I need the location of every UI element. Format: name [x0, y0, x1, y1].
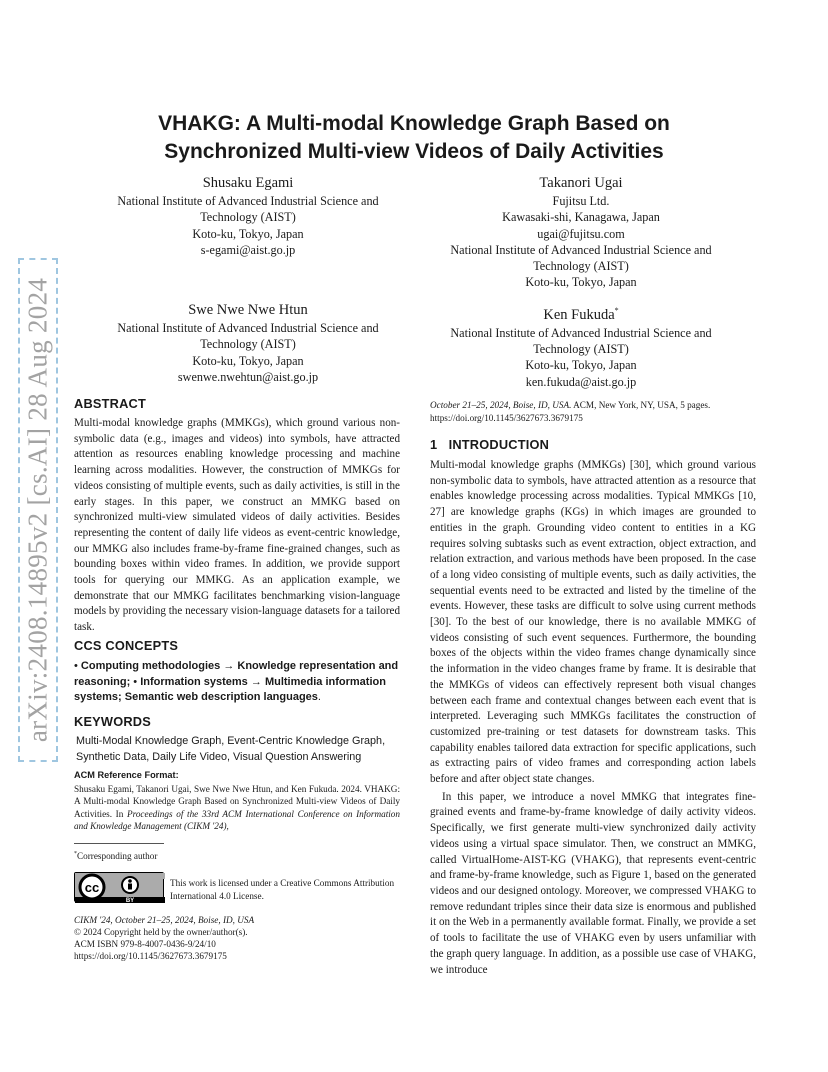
paper-title	[80, 110, 748, 166]
cc-license-badge[interactable]	[74, 872, 164, 902]
author-block-2	[428, 174, 734, 291]
author-name: Takanori Ugai	[539, 175, 623, 191]
footnote-mark: *	[74, 851, 77, 857]
pub-info-rest: ACM, New York, NY, USA, 5 pages. https://doi.org/10.1145/3627673.3679175	[430, 400, 711, 423]
ccs-heading: CCS CONCEPTS	[74, 638, 179, 653]
author-affiliation: Technology (AIST)	[200, 210, 296, 225]
author-affiliation: Fujitsu Ltd.	[552, 194, 610, 208]
abstract-text: Multi-modal knowledge graphs (MMKGs), which ground various non-symbolic data (e.g., images and videos) into symbols, have attracted attention as resources enabling knowledge processing and machine learning across modalities. However, the construction of MMKGs for videos consisting of multiple events, such as daily activities, is still in the early stages. In this paper, we construct an MMKG based on synchronized multi-view simulated videos of daily activities. Besides representing the content of daily life videos as event-centric knowledge, our MMKG also includes frame-by-frame fine-grained changes, such as bounding boxes within video frames. In addition, we provide support tools for querying our MMKG. As an application example, we demonstrate that our MMKG facilitates benchmarking vision-language models by providing the necessary vision-language datasets for a tailored task.	[74, 417, 400, 634]
author-location: Koto-ku, Tokyo, Japan	[192, 353, 304, 368]
keywords-text: Multi-Modal Knowledge Graph, Event-Centric Knowledge Graph, Synthetic Data, Daily Life Video, Visual Question Answering	[76, 735, 386, 763]
footnote	[74, 848, 400, 863]
ccs-bullet: •	[74, 660, 78, 672]
license-text: This work is licensed under a Creative Commons Attribution International 4.0 License.	[170, 878, 395, 901]
abstract-heading: ABSTRACT	[74, 396, 146, 411]
acm-ref-heading: ACM Reference Format:	[74, 770, 179, 780]
author-email[interactable]: ken.fukuda@aist.go.jp	[525, 374, 637, 389]
copyright-line: © 2024 Copyright held by the owner/author(s).	[74, 927, 248, 937]
author-affiliation: Technology (AIST)	[200, 337, 296, 352]
pub-info-italic: October 21–25, 2024, Boise, ID, USA.	[430, 400, 572, 410]
doi-link[interactable]: https://doi.org/10.1145/3627673.3679175	[74, 951, 227, 961]
footnote-text: Corresponding author	[77, 851, 158, 862]
ccs-arrow: →	[223, 660, 235, 672]
ccs-end: .	[317, 691, 321, 704]
author-email[interactable]: ugai@fujitsu.com	[537, 226, 625, 241]
author-location: Kawasaki-shi, Kanagawa, Japan	[502, 210, 660, 225]
ccs-term: Knowledge representation and reasoning;	[74, 660, 399, 688]
author-block-1	[96, 174, 400, 258]
intro-paragraph-1: Multi-modal knowledge graphs (MMKGs) [30], which ground various non-symbolic data to symbols, have attracted attention as a resource that enables knowledge processing across modalities. Typical MMKGs [10, 27] are knowledge graphs (KGs) in which images are grounded to entities in the graph. Grounding video content to entities in a KG requires solving subtasks such as event extraction, object extraction, and relation extraction, and various methods have been proposed. In the case of a long video consisting of multiple events, such as daily activities, the sequential events need to be extracted and listed by the timeline of the events. However, these tasks are difficult to solve using current methods [30]. To the best of our knowledge, there is no available MMKG of videos consisting of such event sequences. Furthermore, the bounding boxes of the objects within the video frames change dynamically since the information in the video changes frame by frame. It is desirable that the MMKGs of videos can effectively represent both visual changes between each frame and contextual changes between each event that is interpreted. Leveraging such MMKGs facilitates the construction of customized pre-training or test datasets for downstream tasks. This capability enables tailored data extraction for specific applications, such as extracting pairs of video frames and corresponding action labels before and after object state changes.	[430, 459, 756, 786]
author-affiliation: National Institute of Advanced Industrial Science and	[450, 325, 712, 340]
conference-line: CIKM '24, October 21–25, 2024, Boise, ID, USA	[74, 915, 255, 925]
author-email[interactable]: swenwe.nwehtun@aist.go.jp	[177, 369, 319, 384]
acm-reference	[74, 769, 400, 833]
arxiv-id: arXiv:2408.14895v2 [cs.AI] 28 Aug 2024	[22, 277, 53, 743]
cc-by-icon	[75, 873, 165, 903]
ccs-section	[74, 638, 400, 706]
author-block-4	[428, 301, 734, 390]
acm-ref-italic: Proceedings of the 33rd ACM International Conference on Information and Knowledge Management (CIKM '24),	[74, 808, 400, 832]
author-location: Koto-ku, Tokyo, Japan	[525, 275, 637, 290]
author-block-3	[96, 301, 400, 385]
by-text: BY	[125, 898, 135, 903]
author-affiliation: National Institute of Advanced Industrial Science and	[450, 242, 712, 257]
ccs-term: Multimedia information systems; Semantic web description languages	[74, 675, 386, 704]
keywords-heading: KEYWORDS	[74, 714, 151, 729]
author-name: Swe Nwe Nwe Htun	[188, 302, 308, 318]
author-affiliation: Technology (AIST)	[533, 342, 629, 357]
author-location: Koto-ku, Tokyo, Japan	[525, 358, 637, 373]
author-location: Koto-ku, Tokyo, Japan	[192, 226, 304, 241]
title-line-1: VHAKG: A Multi-modal Knowledge Graph Based on	[158, 112, 670, 135]
keywords-section	[74, 714, 400, 765]
introduction-section	[430, 437, 756, 978]
corresponding-mark: *	[614, 306, 619, 315]
author-name	[428, 301, 734, 325]
introduction-heading: 1 INTRODUCTION	[430, 437, 550, 452]
cc-text: cc	[84, 880, 100, 895]
author-name-text: Ken Fukuda	[543, 306, 615, 323]
ccs-concepts	[74, 659, 400, 706]
isbn-line: ACM ISBN 979-8-4007-0436-9/24/10	[74, 939, 216, 949]
ccs-term: Information systems	[140, 675, 248, 688]
footnote-rule	[74, 843, 164, 844]
abstract-section	[74, 396, 400, 636]
author-affiliation: National Institute of Advanced Industrial Science and	[117, 194, 379, 208]
conference-info	[74, 914, 400, 962]
ccs-term: Computing methodologies	[80, 660, 221, 672]
title-line-2: Synchronized Multi-view Videos of Daily Activities	[164, 140, 664, 163]
publication-info	[430, 399, 756, 425]
acm-ref-text	[74, 783, 400, 833]
ccs-bullet: •	[133, 675, 138, 688]
intro-paragraph-2: In this paper, we introduce a novel MMKG that integrates fine-grained events and frame-by-frame knowledge of daily activity videos. Specifically, we first generate multi-view synchronized daily activity videos using a virtual space simulator. Then, we construct an MMKG, called VirtualHome-AIST-KG (VHAKG), that represents event-centric and frame-by-frame knowledge, such as Figure 1, based on the generated videos and our designed ontology. Moreover, we compressed VHAKG to remove redundant triples since their data size is enormous and published it on the Web in a permanently available format. Finally, we provide a set of tools to facilitate the use of VHAKG even by users unfamiliar with the graph query language. In addition, as a possible use case of VHAKG, we introduce	[430, 790, 756, 976]
acm-ref-plain: Shusaku Egami, Takanori Ugai, Swe Nwe Nwe Htun, and Ken Fukuda. 2024. VHAKG: A Multi-modal Knowledge Graph Based on Synchronized Multi-view Videos of Daily Activities. In	[74, 783, 400, 819]
author-affiliation: National Institute of Advanced Industrial Science and	[117, 321, 379, 335]
author-name: Shusaku Egami	[202, 175, 294, 191]
author-email[interactable]: s-egami@aist.go.jp	[200, 242, 296, 257]
author-affiliation: Technology (AIST)	[533, 259, 629, 274]
ccs-arrow: →	[250, 675, 262, 688]
arxiv-stamp	[18, 258, 58, 762]
